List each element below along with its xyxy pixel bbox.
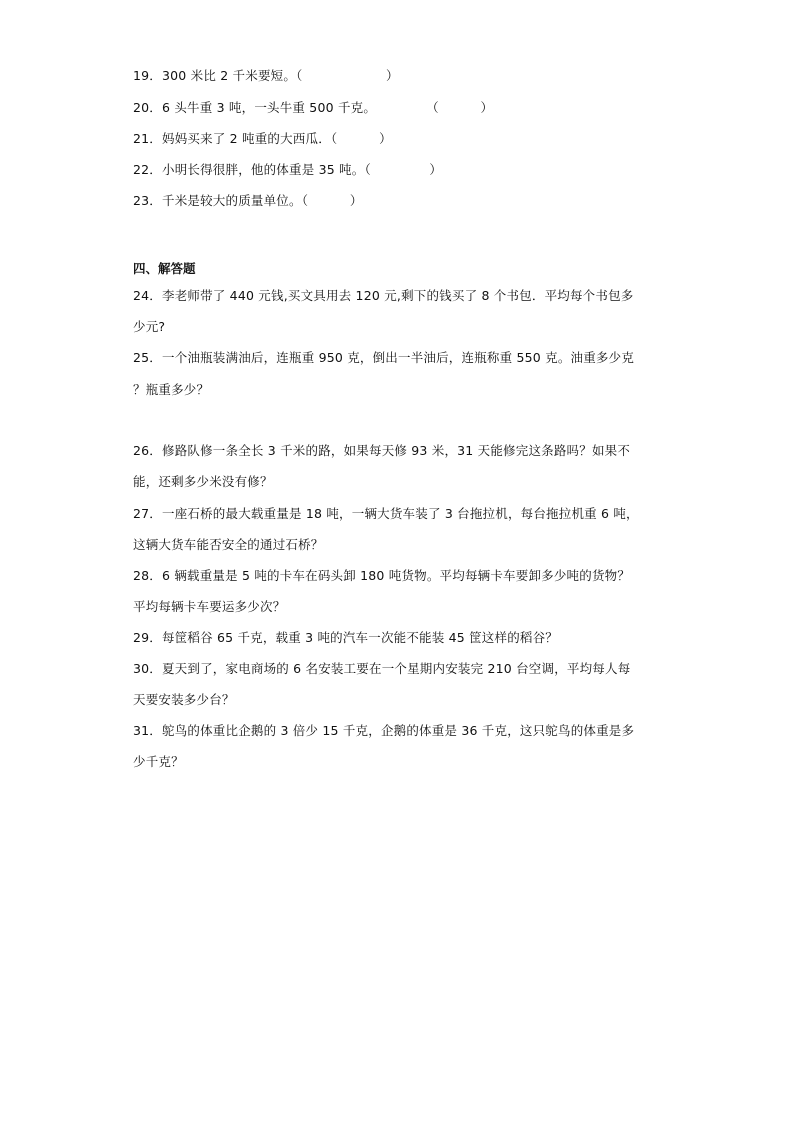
question-text: 19．300 米比 2 千米要短。 (133, 68, 297, 83)
question-text: 21．妈妈买来了 2 吨重的大西瓜． (133, 131, 331, 146)
question-text: 23．千米是较大的质量单位。 (133, 193, 302, 208)
problem-line: 30．夏天到了，家电商场的 6 名安装工要在一个星期内安装完 210 台空调，平均每人每 (133, 661, 631, 676)
question-21 (133, 131, 392, 147)
problem-line: 24．李老师带了 440 元钱,买文具用去 120 元,剩下的钱买了 8 个书包．平均每个书包多 (133, 288, 634, 303)
problem-line: 少千克？ (133, 754, 184, 769)
problem-line: 少元? (133, 319, 166, 334)
problem-line: 26．修路队修一条全长 3 千米的路，如果每天修 93 米，31 天能修完这条路吗？如果不 (133, 443, 631, 458)
problem-line: 25．一个油瓶装满油后，连瓶重 950 克，倒出一半油后，连瓶称重 550 克。油重多少克 (133, 350, 635, 365)
problem-line: 能，还剩多少米没有修？ (133, 474, 273, 489)
answer-blank: （ ） (330, 131, 392, 146)
problem-line: 29．每筐稻谷 65 千克，载重 3 吨的汽车一次能不能装 45 筐这样的稻谷？ (133, 630, 559, 645)
problem-line: 31．鸵鸟的体重比企鹅的 3 倍少 15 千克，企鹅的体重是 36 千克，这只鸵鸟的体重是多 (133, 723, 635, 738)
answer-blank: （ ） (376, 100, 494, 115)
answer-blank: （ ） (364, 162, 443, 177)
answer-blank: （ ） (301, 193, 363, 208)
question-19 (133, 68, 399, 84)
question-22 (133, 162, 442, 178)
question-23 (133, 193, 363, 209)
question-text: 20．6 头牛重 3 吨，一头牛重 500 千克。 (133, 100, 377, 115)
problem-line: 天要安装多少台？ (133, 692, 235, 707)
problem-line: ？瓶重多少？ (133, 382, 210, 397)
problem-line: 平均每辆卡车要运多少次？ (133, 599, 286, 614)
problem-line: 27．一座石桥的最大载重量是 18 吨，一辆大货车装了 3 台拖拉机，每台拖拉机重 6 吨， (133, 506, 639, 521)
problem-line: 28．6 辆载重量是 5 吨的卡车在码头卸 180 吨货物。平均每辆卡车要卸多少吨的货物？ (133, 568, 631, 583)
problem-line: 这辆大货车能否安全的通过石桥？ (133, 537, 324, 552)
question-20 (133, 100, 493, 116)
answer-blank: （ ） (296, 68, 399, 83)
section-title: 四、解答题 (133, 261, 196, 276)
question-text: 22．小明长得很胖，他的体重是 35 吨。 (133, 162, 365, 177)
